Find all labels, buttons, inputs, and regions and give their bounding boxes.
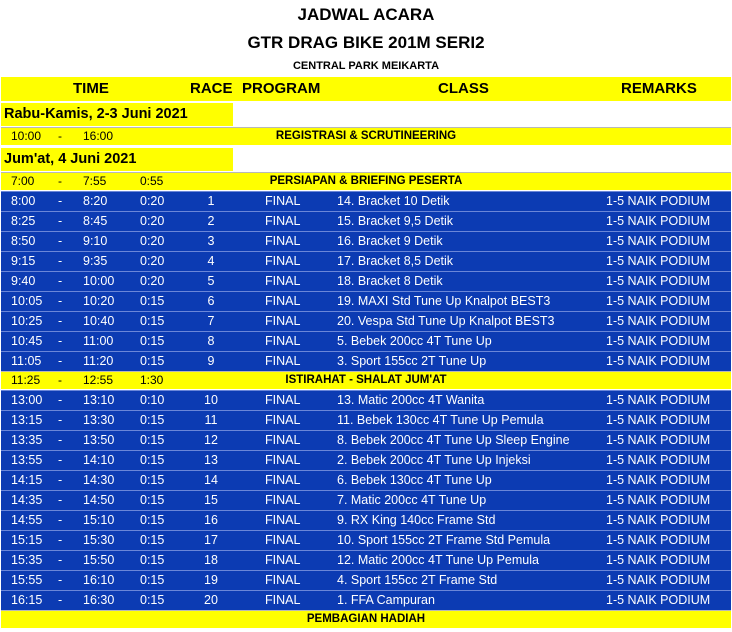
class-name: 13. Matic 200cc 4T Wanita [337,393,485,407]
start-time: 14:55 [11,513,43,527]
end-time: 10:00 [83,274,115,288]
time-dash: - [58,593,63,607]
race-number: 9 [207,354,215,368]
duration: 0:15 [140,533,165,547]
header-program: PROGRAM [242,80,321,97]
time-dash: - [58,194,63,208]
race-number: 4 [207,254,215,268]
start-time: 11:05 [11,354,42,368]
race-row [1,530,731,550]
class-name: 18. Bracket 8 Detik [337,274,443,288]
remarks: 1-5 NAIK PODIUM [606,234,711,248]
start-time: 8:50 [11,234,36,248]
duration: 0:15 [140,294,165,308]
race-number: 19 [204,573,218,587]
start-time: 10:00 [11,129,42,143]
duration: 0:15 [140,493,165,507]
duration: 0:15 [140,593,165,607]
duration: 0:15 [140,354,165,368]
time-dash: - [58,373,62,387]
start-time: 10:25 [11,314,43,328]
start-time: 10:05 [11,294,43,308]
time-dash: - [58,354,63,368]
time-dash: - [58,294,63,308]
class-name: 6. Bebek 130cc 4T Tune Up [337,473,492,487]
start-time: 15:15 [11,533,43,547]
duration: 0:20 [140,234,165,248]
class-name: 1. FFA Campuran [337,593,435,607]
program: FINAL [265,573,301,587]
race-number: 17 [204,533,218,547]
race-row [1,510,731,530]
race-row [1,271,731,291]
time-dash: - [58,334,63,348]
end-time: 16:00 [83,129,114,143]
program: FINAL [265,314,301,328]
program: FINAL [265,354,301,368]
remarks: 1-5 NAIK PODIUM [606,513,711,527]
race-row [1,331,731,351]
time-dash: - [58,553,63,567]
race-number: 18 [204,553,218,567]
header-remarks: REMARKS [621,80,697,97]
race-number: 13 [204,453,218,467]
start-time: 15:55 [11,573,43,587]
start-time: 8:00 [11,194,36,208]
duration: 0:15 [140,473,165,487]
race-row [1,470,731,490]
class-name: 3. Sport 155cc 2T Tune Up [337,354,487,368]
start-time: 14:35 [11,493,43,507]
duration: 0:15 [140,453,165,467]
start-time: 14:15 [11,473,43,487]
class-name: 12. Matic 200cc 4T Tune Up Pemula [337,553,539,567]
time-dash: - [58,214,63,228]
race-row [1,231,731,251]
end-time: 12:55 [83,373,114,387]
duration: 0:15 [140,433,165,447]
end-time: 8:20 [83,194,108,208]
class-name: 16. Bracket 9 Detik [337,234,443,248]
duration: 0:20 [140,254,165,268]
race-number: 2 [207,214,215,228]
end-time: 13:50 [83,433,115,447]
time-dash: - [58,413,63,427]
class-name: 20. Vespa Std Tune Up Knalpot BEST3 [337,314,555,328]
activity-label: PERSIAPAN & BRIEFING PESERTA [269,175,463,187]
time-dash: - [58,274,63,288]
duration: 0:20 [140,194,165,208]
race-row [1,430,731,450]
day-header-2 [1,148,731,171]
end-time: 15:50 [83,553,115,567]
time-dash: - [58,314,63,328]
program: FINAL [265,254,301,268]
program: FINAL [265,513,301,527]
start-time: 13:35 [11,433,43,447]
class-name: 19. MAXI Std Tune Up Knalpot BEST3 [337,294,551,308]
start-time: 15:35 [11,553,43,567]
class-name: 14. Bracket 10 Detik [337,194,450,208]
program: FINAL [265,274,301,288]
end-time: 10:20 [83,294,115,308]
end-time: 9:35 [83,254,108,268]
end-time: 11:00 [83,334,114,348]
race-number: 3 [207,234,215,248]
header-class: CLASS [438,80,489,97]
program: FINAL [265,214,301,228]
race-row [1,410,731,430]
duration: 0:15 [140,314,165,328]
class-name: 9. RX King 140cc Frame Std [337,513,496,527]
race-number: 14 [204,473,218,487]
time-dash: - [58,473,63,487]
class-name: 11. Bebek 130cc 4T Tune Up Pemula [337,413,544,427]
start-time: 9:15 [11,254,36,268]
program: FINAL [265,453,301,467]
program: FINAL [265,294,301,308]
program: FINAL [265,493,301,507]
day-header-1 [1,103,731,126]
program: FINAL [265,593,301,607]
end-time: 16:10 [83,573,115,587]
remarks: 1-5 NAIK PODIUM [606,553,711,567]
class-name: 5. Bebek 200cc 4T Tune Up [337,334,492,348]
program: FINAL [265,234,301,248]
class-name: 10. Sport 155cc 2T Frame Std Pemula [337,533,551,547]
time-dash: - [58,513,63,527]
end-time: 13:30 [83,413,115,427]
remarks: 1-5 NAIK PODIUM [606,393,711,407]
class-name: 8. Bebek 200cc 4T Tune Up Sleep Engine [337,433,570,447]
end-time: 13:10 [83,393,115,407]
program: FINAL [265,533,301,547]
end-time: 8:45 [83,214,108,228]
start-time: 13:15 [11,413,43,427]
time-dash: - [58,393,63,407]
end-time: 15:10 [83,513,115,527]
class-name: 7. Matic 200cc 4T Tune Up [337,493,487,507]
start-time: 11:25 [11,373,41,387]
break-row [1,371,731,389]
class-name: 17. Bracket 8,5 Detik [337,254,454,268]
briefing-row [1,172,731,190]
time-dash: - [58,234,63,248]
program: FINAL [265,433,301,447]
program: FINAL [265,393,301,407]
remarks: 1-5 NAIK PODIUM [606,533,711,547]
activity-label: ISTIRAHAT - SHALAT JUM'AT [285,374,447,386]
race-number: 7 [207,314,215,328]
remarks: 1-5 NAIK PODIUM [606,573,711,587]
race-row [1,191,731,211]
race-number: 5 [207,274,215,288]
event-title: GTR DRAG BIKE 201M SERI2 [247,33,485,52]
program: FINAL [265,334,301,348]
start-time: 16:15 [11,593,43,607]
start-time: 13:55 [11,453,43,467]
remarks: 1-5 NAIK PODIUM [606,214,711,228]
day-label: Rabu-Kamis, 2-3 Juni 2021 [1,103,233,126]
race-row [1,390,731,410]
race-row [1,251,731,271]
time-dash: - [58,453,63,467]
duration: 0:10 [140,393,165,407]
remarks: 1-5 NAIK PODIUM [606,194,711,208]
day-label: Jum'at, 4 Juni 2021 [1,148,233,171]
duration: 0:55 [140,174,164,188]
end-time: 14:50 [83,493,115,507]
end-time: 10:40 [83,314,115,328]
end-time: 16:30 [83,593,115,607]
duration: 0:15 [140,334,165,348]
race-row [1,490,731,510]
start-time: 8:25 [11,214,36,228]
start-time: 7:00 [11,174,35,188]
program: FINAL [265,413,301,427]
duration: 0:20 [140,274,165,288]
duration: 0:20 [140,214,165,228]
time-dash: - [58,433,63,447]
race-row [1,550,731,570]
time-dash: - [58,254,63,268]
remarks: 1-5 NAIK PODIUM [606,294,711,308]
remarks: 1-5 NAIK PODIUM [606,314,711,328]
end-time: 14:10 [83,453,115,467]
race-row [1,211,731,231]
program: FINAL [265,553,301,567]
race-number: 16 [204,513,218,527]
duration: 1:30 [140,373,164,387]
race-number: 10 [204,393,218,407]
time-dash: - [58,493,63,507]
remarks: 1-5 NAIK PODIUM [606,453,711,467]
race-row [1,590,731,610]
class-name: 4. Sport 155cc 2T Frame Std [337,573,498,587]
start-time: 10:45 [11,334,43,348]
remarks: 1-5 NAIK PODIUM [606,593,711,607]
race-number: 15 [204,493,218,507]
table-header [1,77,731,101]
race-row [1,311,731,331]
remarks: 1-5 NAIK PODIUM [606,493,711,507]
time-dash: - [58,533,63,547]
venue-subtitle: CENTRAL PARK MEIKARTA [292,60,440,72]
end-time: 14:30 [83,473,115,487]
race-number: 8 [207,334,215,348]
activity-label: PEMBAGIAN HADIAH [306,613,426,625]
remarks: 1-5 NAIK PODIUM [606,334,711,348]
program: FINAL [265,473,301,487]
duration: 0:15 [140,513,165,527]
start-time: 9:40 [11,274,36,288]
remarks: 1-5 NAIK PODIUM [606,473,711,487]
page-title: JADWAL ACARA [297,5,435,24]
duration: 0:15 [140,553,165,567]
race-number: 12 [204,433,218,447]
program: FINAL [265,194,301,208]
duration: 0:15 [140,573,165,587]
class-name: 2. Bebek 200cc 4T Tune Up Injeksi [337,453,531,467]
race-row [1,351,731,371]
race-row [1,570,731,590]
header-race: RACE [190,80,233,97]
remarks: 1-5 NAIK PODIUM [606,413,711,427]
end-time: 11:20 [83,354,114,368]
race-row [1,450,731,470]
race-row [1,291,731,311]
remarks: 1-5 NAIK PODIUM [606,274,711,288]
remarks: 1-5 NAIK PODIUM [606,254,711,268]
race-number: 6 [207,294,215,308]
end-time: 9:10 [83,234,108,248]
time-dash: - [58,174,62,188]
closing-row [1,610,731,628]
registration-row [1,127,731,145]
race-number: 11 [204,413,218,427]
activity-label: REGISTRASI & SCRUTINEERING [275,130,457,142]
end-time: 7:55 [83,174,107,188]
duration: 0:15 [140,413,165,427]
time-dash: - [58,573,63,587]
start-time: 13:00 [11,393,43,407]
time-dash: - [58,129,62,143]
remarks: 1-5 NAIK PODIUM [606,433,711,447]
class-name: 15. Bracket 9,5 Detik [337,214,454,228]
remarks: 1-5 NAIK PODIUM [606,354,711,368]
header-time: TIME [73,80,109,97]
race-number: 1 [207,194,215,208]
end-time: 15:30 [83,533,115,547]
race-number: 20 [204,593,218,607]
